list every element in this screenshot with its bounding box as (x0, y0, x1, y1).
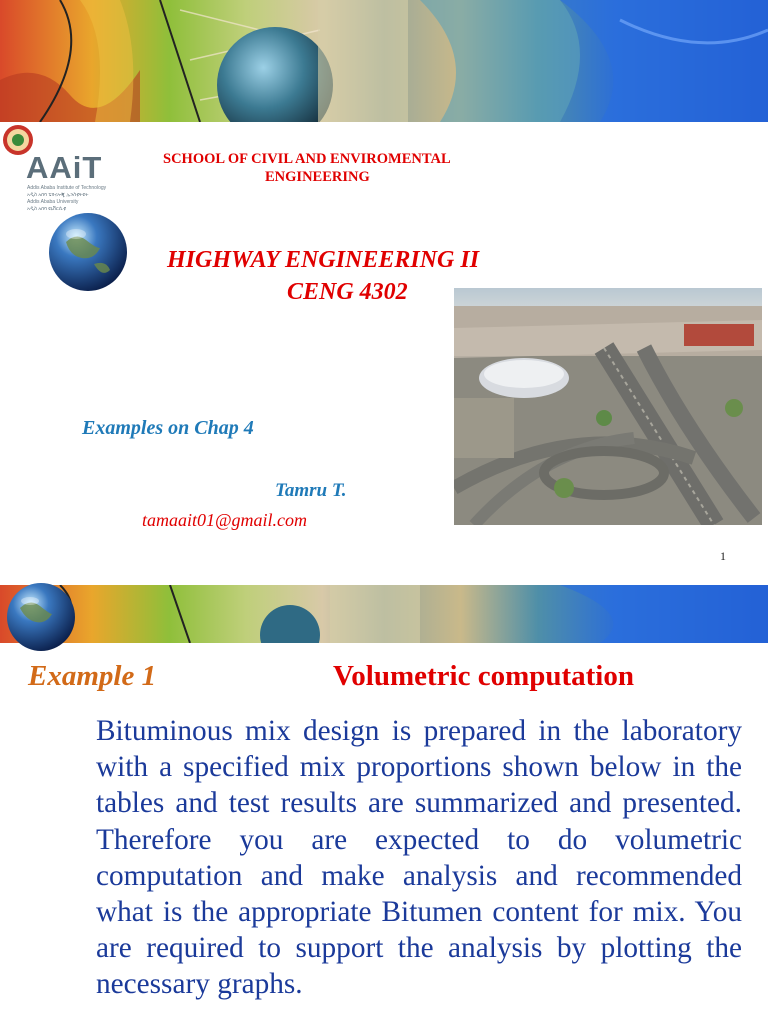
globe-icon-2 (6, 582, 76, 652)
example-heading: Volumetric computation (333, 660, 634, 692)
author-name: Tamru T. (275, 480, 347, 501)
example-label: Example 1 (28, 660, 157, 692)
globe-icon (48, 212, 128, 292)
course-code: CENG 4302 (287, 279, 408, 305)
page-number: 1 (720, 549, 726, 563)
author-email[interactable]: tamaait01@gmail.com (142, 510, 308, 530)
highway-interchange-photo (454, 288, 762, 525)
school-name (163, 150, 493, 186)
map-banner-image-2 (0, 585, 768, 643)
aait-logo: AAiT Addis Ababa Institute of Technology አዲስ አበባ ቴክኖሎጂ ኢንስቲትዩት Addis Ababa University አዲስ አበባ ዩኒቨርሲቲ (26, 150, 107, 212)
course-name: HIGHWAY ENGINEERING II (167, 247, 480, 273)
example-body-text: Bituminous mix design is prepared in the laboratory with a specified mix proportions shown below in the tables and test results are summarized and presented. Therefore you are expected to do volumetric computation and make analysis and recommended what is the appropriate Bitumen content for mix. You are required to support the analysis by plotting the necessary graphs. (96, 715, 742, 1001)
map-banner-image (0, 0, 768, 122)
school-line-1: SCHOOL OF CIVIL AND ENVIROMENTAL (163, 151, 451, 167)
school-line-2: ENGINEERING (265, 169, 370, 185)
course-title (167, 244, 479, 308)
slide-subtitle: Examples on Chap 4 (82, 417, 254, 439)
